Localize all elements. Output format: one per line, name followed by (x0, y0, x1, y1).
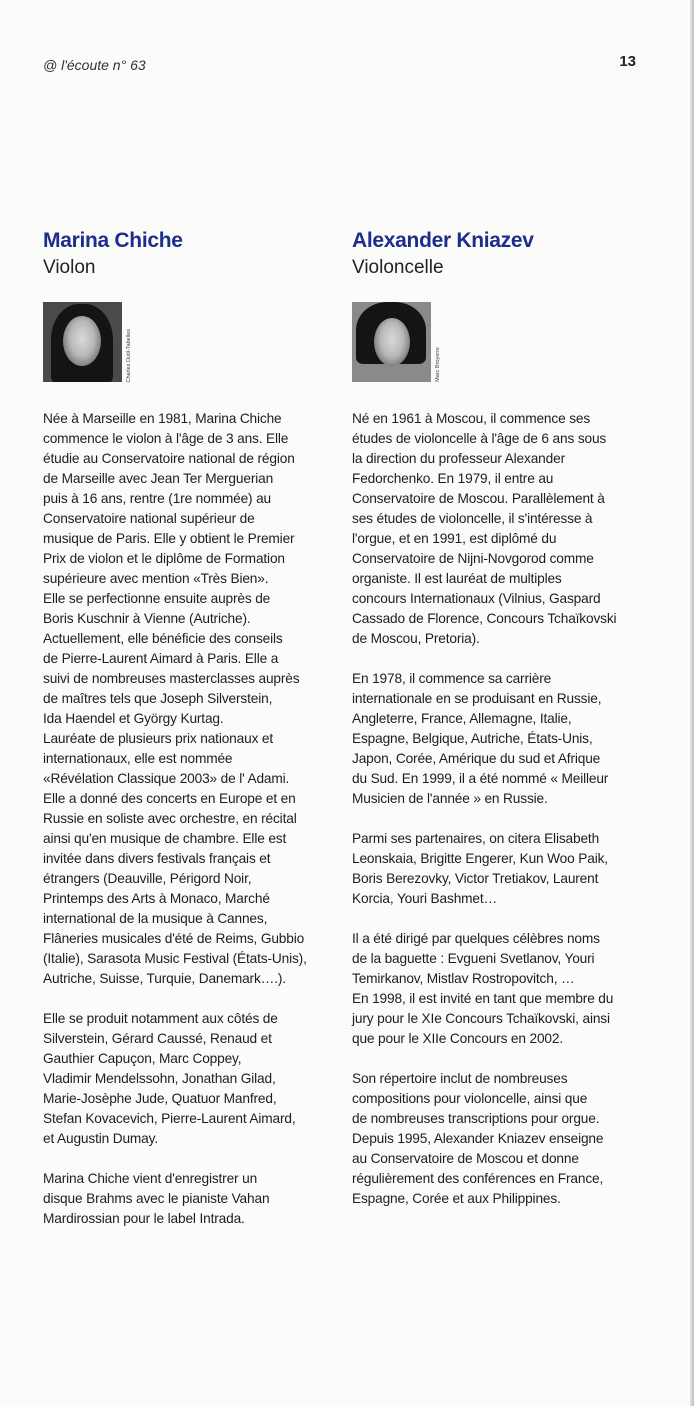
bio-paragraph: Marina Chiche vient d'enregistrer un disque Brahms avec le pianiste Vahan Mardirossian pour le label Intrada. (43, 1171, 270, 1226)
artist-name: Alexander Kniazev (352, 229, 534, 252)
bio-paragraph: Il a été dirigé par quelques célèbres noms de la baguette : Evgueni Svetlanov, Youri Temirkanov, Mistlav Rostropovitch, … En 1998, il est invité en tant que membre du jury pour le XIe Concours Tchaïkovski, ainsi que pour le XIIe Concours en 2002. (352, 931, 614, 1046)
artist-photo-block (352, 302, 444, 384)
bio-paragraph: Parmi ses partenaires, on citera Elisabeth Leonskaia, Brigitte Engerer, Kun Woo Paik, Boris Berezovky, Victor Tretiakov, Laurent Korcia, Youri Bashmet… (352, 831, 608, 906)
bio-paragraph: Née à Marseille en 1981, Marina Chiche commence le violon à l'âge de 3 ans. Elle étudie au Conservatoire national de région de Marseille avec Jean Ter Merguerian puis à 16 ans, rentre (1re nommée) au Conservatoire national supérieur de musique de Paris. Elle y obtient le Premier Prix de violon et le diplôme de Formation supérieure avec mention «Très Bien». Elle se perfectionne ensuite auprès de Boris Kuschnir à Vienne (Autriche). Actuellement, elle bénéficie des conseils de Pierre-Laurent Aimard à Paris. Elle a suivi de nombreuses masterclasses auprès de maîtres tels que Joseph Silverstein, Ida Haendel et György Kurtag. Lauréate de plusieurs prix nationaux et internationaux, elle est nommée «Révélation Classique 2003» de l' Adami. Elle a donné des concerts en Europe et en Russie en soliste avec orchestre, en récital ainsi qu'en musique de chambre. Elle est invitée dans divers festivals français et étrangers (Deauville, Périgord Noir, Printemps des Arts à Monaco, Marché international de la musique à Cannes, Flâneries musicales d'été de Reims, Gubbio (Italie), Sarasota Music Festival (États-Unis), Autriche, Suisse, Turquie, Danemark….). (43, 411, 307, 986)
artist-portrait-photo (43, 302, 122, 382)
artist-column-right (352, 229, 642, 1229)
photo-credit: Charles Dutil-Tabelles (126, 328, 132, 382)
artist-column-left (43, 229, 315, 1249)
artist-biography (43, 409, 315, 1229)
magazine-header: @ l'écoute n° 63 (43, 57, 146, 73)
artist-portrait-photo (352, 302, 431, 382)
artist-photo-block (43, 302, 135, 384)
artist-name: Marina Chiche (43, 229, 183, 252)
artist-instrument: Violon (43, 257, 96, 278)
bio-paragraph: Né en 1961 à Moscou, il commence ses études de violoncelle à l'âge de 6 ans sous la direction du professeur Alexander Fedorchenko. En 1979, il entre au Conservatoire de Moscou. Parallèlement à ses études de violoncelle, il s'intéresse à l'orgue, et en 1991, est diplômé du Conservatoire de Nijni-Novgorod comme organiste. Il est lauréat de multiples concours Internationaux (Vilnius, Gaspard Cassado de Florence, Concours Tchaïkovski de Moscou, Pretoria). (352, 411, 617, 646)
page-number: 13 (619, 53, 636, 70)
artist-instrument: Violoncelle (352, 257, 444, 278)
bio-paragraph: En 1978, il commence sa carrière internationale en se produisant en Russie, Angleterre, France, Allemagne, Italie, Espagne, Belgique, Autriche, États-Unis, Japon, Corée, Amérique du sud et Afrique du Sud. En 1999, il a été nommé « Meilleur Musicien de l'année » en Russie. (352, 671, 609, 806)
page-edge (690, 0, 694, 1406)
bio-paragraph: Son répertoire inclut de nombreuses compositions pour violoncelle, ainsi que de nombreuses transcriptions pour orgue. Depuis 1995, Alexander Kniazev enseigne au Conservatoire de Moscou et donne régulièrement des conférences en France, Espagne, Corée et aux Philippines. (352, 1071, 604, 1206)
artist-biography (352, 409, 642, 1209)
photo-credit: Marc Broyerre (435, 347, 441, 382)
bio-paragraph: Elle se produit notamment aux côtés de Silverstein, Gérard Caussé, Renaud et Gauthier Capuçon, Marc Coppey, Vladimir Mendelssohn, Jonathan Gilad, Marie-Josèphe Jude, Quatuor Manfred, Stefan Kovacevich, Pierre-Laurent Aimard, et Augustin Dumay. (43, 1011, 296, 1146)
